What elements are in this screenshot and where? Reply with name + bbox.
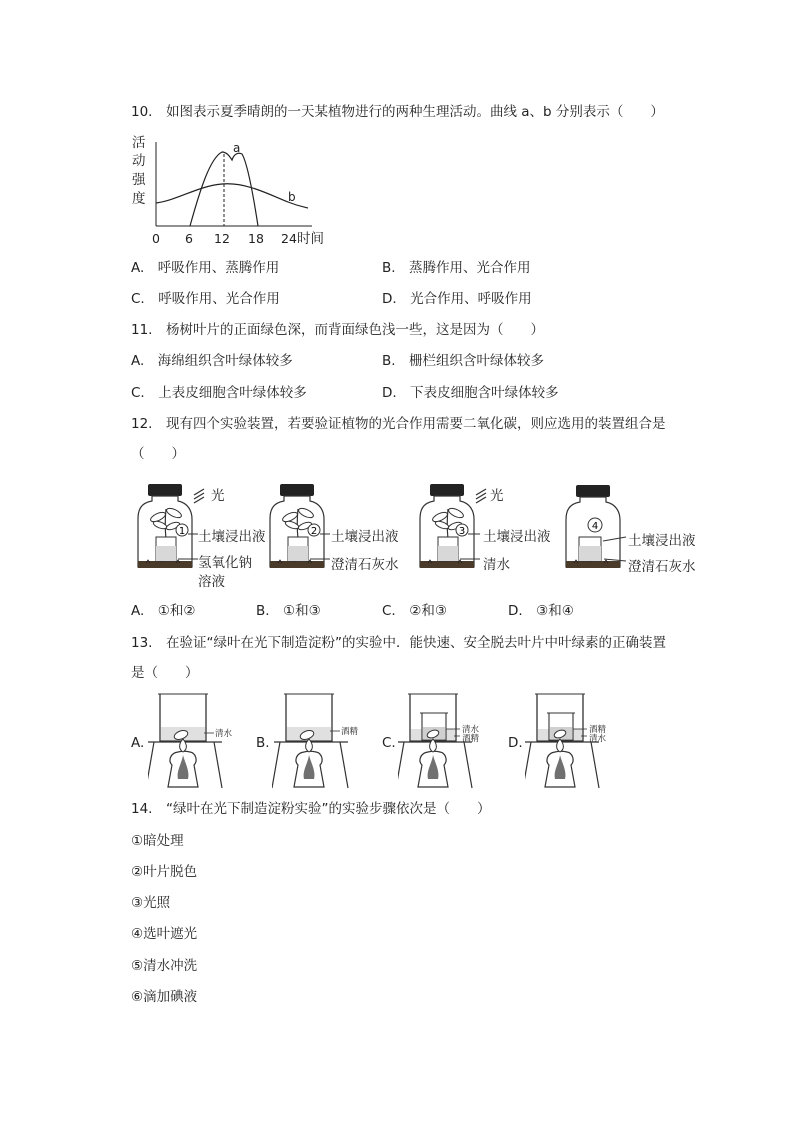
q12-option-b[interactable]: B. ①和③	[256, 603, 321, 619]
device-1-bottom-label-2: 溶液	[198, 574, 225, 590]
device-1-number: 1	[178, 526, 186, 537]
q14-step-6: ⑥滴加碘液	[131, 989, 198, 1005]
q13b-label: 酒精	[341, 727, 359, 737]
q13a-label: 清水	[215, 729, 233, 739]
q10-option-a[interactable]: A. 呼吸作用、蒸腾作用	[131, 260, 280, 276]
q13c-label-top: 清水	[462, 725, 480, 735]
device-2-number: 2	[310, 526, 318, 537]
q13-option-a[interactable]: A.	[131, 735, 145, 751]
q10-option-d[interactable]: D. 光合作用、呼吸作用	[382, 291, 532, 307]
q13-apparatus-a	[148, 691, 248, 791]
q13-option-c[interactable]: C.	[382, 735, 396, 751]
ylabel-char-3: 强	[132, 172, 146, 188]
q10-stem: 10. 如图表示夏季晴朗的一天某植物进行的两种生理活动。曲线 a、b 分别表示（ ）	[131, 104, 664, 120]
q13-option-b[interactable]: B.	[256, 735, 270, 751]
device-2-bottom-label: 澄清石灰水	[331, 557, 399, 573]
xtick-24: 24	[281, 231, 297, 246]
curve-a-label: a	[233, 141, 241, 155]
ylabel-char-2: 动	[132, 153, 146, 169]
q13d-label-bottom: 清水	[589, 734, 607, 744]
q13c-label-bottom: 酒精	[462, 734, 480, 744]
q12-stem: 12. 现有四个实验装置，若要验证植物的光合作用需要二氧化碳，则应选用的装置组合是	[131, 416, 666, 432]
device-3-bottom-label: 清水	[483, 557, 510, 573]
ylabel-char-4: 度	[132, 191, 146, 207]
q12-device-3	[418, 481, 568, 591]
q10-option-c[interactable]: C. 呼吸作用、光合作用	[131, 291, 280, 307]
jar-lid	[148, 484, 182, 496]
xtick-18: 18	[248, 231, 264, 246]
q13-apparatus-b	[272, 691, 372, 791]
q13-stem: 13. 在验证“绿叶在光下制造淀粉”的实验中．能快速、安全脱去叶片中叶绿素的正确装置	[131, 635, 666, 651]
device-1-light-label: 光	[211, 488, 225, 504]
q14-stem: 14. “绿叶在光下制造淀粉实验”的实验步骤依次是（ ）	[131, 801, 491, 817]
q11-option-a[interactable]: A. 海绵组织含叶绿体较多	[131, 353, 293, 369]
device-4-bottom-label: 澄清石灰水	[628, 559, 696, 575]
soil-base	[138, 561, 192, 568]
q14-step-1: ①暗处理	[131, 833, 184, 849]
q11-stem: 11. 杨树叶片的正面绿色深，而背面绿色浅一些，这是因为（ ）	[131, 322, 544, 338]
q12-stem-paren: （ ）	[131, 446, 185, 462]
q11-option-b[interactable]: B. 栅栏组织含叶绿体较多	[382, 353, 545, 369]
q12-device-1	[136, 481, 286, 591]
q11-option-c[interactable]: C. 上表皮细胞含叶绿体较多	[131, 385, 307, 401]
xtick-6: 6	[185, 231, 193, 246]
q13d-label-top: 酒精	[589, 725, 607, 735]
ylabel-char-1: 活	[132, 135, 146, 151]
q11-option-d[interactable]: D. 下表皮细胞含叶绿体较多	[382, 385, 559, 401]
device-3-top-label: 土壤浸出液	[483, 529, 551, 545]
q12-device-2	[268, 481, 418, 591]
device-2-top-label: 土壤浸出液	[331, 529, 399, 545]
q10-chart-svg	[128, 130, 338, 248]
xtick-0: 0	[152, 231, 160, 246]
device-3-light-label: 光	[490, 488, 504, 504]
curve-b-label: b	[288, 190, 296, 204]
xtick-12: 12	[214, 231, 230, 246]
device-1-bottom-label-1: 氢氧化钠	[198, 555, 252, 571]
q13-stem-paren: 是（ ）	[131, 665, 199, 681]
q14-step-2: ②叶片脱色	[131, 864, 198, 880]
q10-chart	[128, 130, 338, 248]
q13-apparatus-d	[525, 691, 625, 791]
device-4-number: 4	[591, 521, 599, 532]
q13-option-d[interactable]: D.	[508, 735, 523, 751]
q12-option-c[interactable]: C. ②和③	[382, 603, 447, 619]
curve-b	[156, 184, 308, 208]
device-4-top-label: 土壤浸出液	[628, 533, 696, 549]
q14-step-5: ⑤清水冲洗	[131, 958, 198, 974]
device-1-top-label: 土壤浸出液	[198, 529, 266, 545]
q13-apparatus-c	[398, 691, 498, 791]
q14-step-3: ③光照	[131, 895, 171, 911]
x-axis-label: 时间	[297, 231, 324, 247]
q12-device-4	[562, 481, 712, 591]
q12-option-d[interactable]: D. ③和④	[508, 603, 574, 619]
q14-step-4: ④选叶遮光	[131, 926, 198, 942]
q12-option-a[interactable]: A. ①和②	[131, 603, 196, 619]
q10-option-b[interactable]: B. 蒸腾作用、光合作用	[382, 260, 531, 276]
device-3-number: 3	[458, 526, 466, 537]
